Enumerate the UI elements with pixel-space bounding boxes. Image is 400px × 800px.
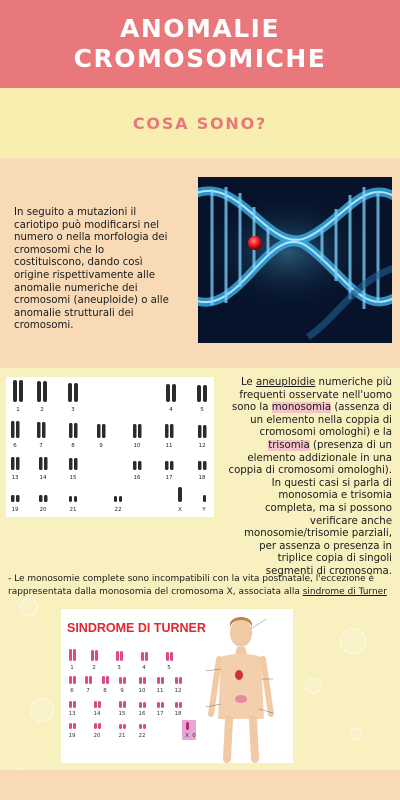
karyo-label: 21 — [69, 507, 77, 513]
decorative-bubble — [20, 598, 38, 616]
turner-label: 13 — [68, 711, 76, 717]
turner-label: 17 — [156, 711, 164, 717]
karyo-label: 5 — [200, 407, 204, 413]
turner-label: 7 — [86, 688, 90, 694]
aneu-text-1: Le — [240, 377, 256, 388]
turner-label: 11 — [156, 688, 164, 694]
title-line-1: ANOMALIE — [119, 14, 281, 43]
karyo-label: 4 — [169, 407, 173, 413]
subtitle-band — [0, 88, 400, 158]
decorative-bubble — [305, 678, 321, 694]
turner-label: 2 — [92, 665, 96, 671]
karyo-label: Y — [202, 507, 206, 513]
turner-image — [61, 609, 293, 763]
turner-label: 8 — [103, 688, 107, 694]
turner-label: 19 — [68, 733, 76, 739]
karyo-label: 18 — [198, 475, 206, 481]
turner-label: 20 — [93, 733, 101, 739]
karyo-label: 14 — [39, 475, 47, 481]
karyo-label: X — [178, 507, 182, 513]
turner-label: 14 — [93, 711, 101, 717]
title-line-2: CROMOSOMICHE — [73, 44, 327, 73]
turner-label: 16 — [138, 711, 146, 717]
turner-label: 6 — [70, 688, 74, 694]
footer-strip — [0, 770, 400, 800]
decorative-bubble — [340, 628, 366, 654]
turner-label: 12 — [174, 688, 182, 694]
turner-label: 18 — [174, 711, 182, 717]
turner-label: 15 — [118, 711, 126, 717]
turner-label: 4 — [142, 665, 146, 671]
karyotype-diagram — [6, 377, 214, 517]
turner-label: 9 — [120, 688, 124, 694]
subtitle: COSA SONO? — [132, 113, 268, 133]
turner-label: 0 — [192, 733, 196, 739]
title-banner — [0, 0, 400, 88]
decorative-bubble — [30, 698, 54, 722]
turner-label: 21 — [118, 733, 126, 739]
decorative-bubble — [350, 728, 362, 740]
karyo-label: 7 — [39, 443, 43, 449]
turner-karyotype-diagram — [61, 609, 293, 763]
turner-label: 10 — [138, 688, 146, 694]
karyo-label: 20 — [39, 507, 47, 513]
aneu-text-3: (assenza di un elemento nella coppia di cromosomi omologhi) e la — [250, 402, 392, 439]
turner-label: 3 — [117, 665, 121, 671]
karyotype-image — [6, 377, 214, 517]
intro-paragraph: In seguito a mutazioni il cariotipo può modificarsi nel numero o nella morfologia dei cromosomi che lo costituiscono, dando così origine rispettivamente alle anomalie numeriche dei cromosomi (aneuploide) o alle anomalie strutturali dei cromosomi. — [14, 207, 169, 332]
aneuploidie-paragraph — [228, 377, 392, 579]
karyo-label: 8 — [71, 443, 75, 449]
turner-label: 22 — [138, 733, 146, 739]
aneu-text-2: numeriche più frequenti osservate nell'uomo sono la — [231, 377, 392, 414]
turner-link[interactable]: sindrome di Turner — [302, 586, 387, 597]
karyo-label: 17 — [165, 475, 173, 481]
turner-label: X — [185, 733, 189, 739]
karyo-label: 11 — [165, 443, 173, 449]
aneuploidie-term[interactable]: aneuploidie — [255, 377, 316, 388]
turner-label: 1 — [70, 665, 74, 671]
monosomie-paragraph — [8, 573, 392, 598]
karyo-label: 15 — [69, 475, 77, 481]
body-figure-illustration — [206, 617, 273, 759]
monosomie-text: - Le monosomie complete sono incompatibili con la vita postnatale, l'eccezione è rappresentata dalla monosomia del cromosoma X, associata alla — [8, 574, 375, 597]
aneu-text-4: (presenza di un elemento addizionale in una coppia di cromosomi omologhi). In questi casi si parla di monosomia e trisomia completa, ma si possono verificare anche monosomie/trisomie parziali, per assenza o presenza in triplice copia di singoli segmenti di cromosoma. — [228, 439, 392, 577]
karyo-label: 22 — [114, 507, 122, 513]
turner-title: SINDROME DI TURNER — [67, 621, 206, 635]
karyo-label: 6 — [13, 443, 17, 449]
dna-helix-illustration — [198, 177, 392, 343]
turner-label: 5 — [167, 665, 171, 671]
karyo-label: 13 — [11, 475, 19, 481]
dna-helix-image — [198, 177, 392, 343]
karyo-label: 16 — [133, 475, 141, 481]
karyo-label: 2 — [40, 407, 44, 413]
karyo-label: 10 — [133, 443, 141, 449]
monosomia-term: monosomia — [271, 402, 332, 414]
karyo-label: 19 — [11, 507, 19, 513]
trisomia-term: trisomia — [268, 439, 310, 451]
karyo-label: 9 — [99, 443, 103, 449]
karyo-label: 12 — [198, 443, 206, 449]
karyo-label: 1 — [16, 407, 20, 413]
karyo-label: 3 — [71, 407, 75, 413]
